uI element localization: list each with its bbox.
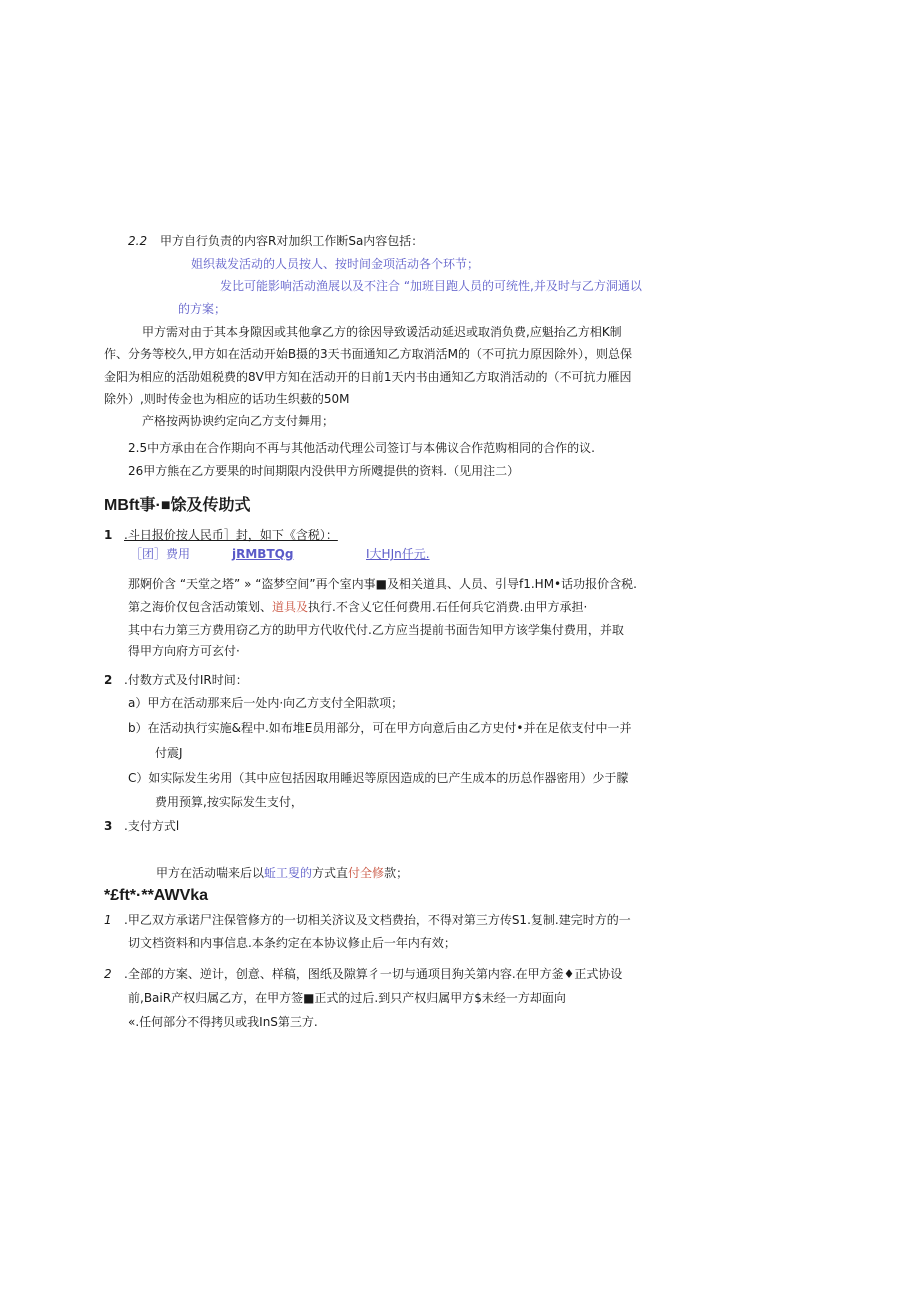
payment-item-c-line-2: 费用预算,按实际发生支付， xyxy=(155,795,303,809)
payment-method-text: 甲方在活动喘来后以蚯工叟的方式直付全修款； xyxy=(156,866,409,880)
conf-item-2-line-1: .全部的方案、逆计，创意、样稿，图纸及隙算彳一切与通项目狗关第内容.在甲方釜♦正式协设 xyxy=(124,967,623,981)
heading-confidentiality: *£ft*·**AWVka xyxy=(104,887,209,904)
fee-label: ［团］费用 xyxy=(130,547,191,561)
payment-item-b-line-2: 付震J xyxy=(155,746,183,760)
sec2-title: .付数方式及付IR时间： xyxy=(124,673,248,687)
fee-desc-line-3: 其中右力第三方费用窃乙方的助甲方代收代付.乙方应当提前书面告知甲方该学集付费用，并取 xyxy=(128,623,624,637)
payment-item-a: a）甲方在活动那来后一处内·向乙方支付全阳款项； xyxy=(128,696,404,710)
para-cancel-line-2: 作、分务等校久,甲方如在活动开始B摄的3天书面通知乙方取消活M的（不可抗力原因除外），则总保 xyxy=(104,347,633,361)
section-2-2-item-2: 发比可能影响活动渔展以及不注合 “加班目跑人员的可统性,并及时与乙方洞通以 xyxy=(220,279,642,293)
sec1-title: .斗日报价按人民币］封，如下《含税）： xyxy=(124,528,338,542)
section-2-5: 2.5中方承由在合作期向不再与其他活动代理公司签订与本佛议合作范购相同的合作的议. xyxy=(128,441,595,455)
sec1-number: 1 xyxy=(104,528,113,542)
fee-desc-line-1: 那婀价含 “天堂之塔” » “盗梦空间”再个室内事■及相关道具、人员、引导f1.HM•话功报价含税. xyxy=(128,577,637,591)
para-cancel-line-1: 甲方需对由于其本身隙因或其他拿乙方的徐因导致谖活动延迟或取消负费,应魁抬乙方相K制 xyxy=(142,325,622,339)
sec3-number: 3 xyxy=(104,819,113,833)
section-2-2-item-1: 姐织裁发活动的人员按人、按时间金项活动各个环节； xyxy=(191,257,480,271)
fee-amount: I大HJn仟元. xyxy=(366,547,430,561)
section-2-6: 26甲方熊在乙方要果的时间期限内没供甲方所飕提供的资料.（见用注二） xyxy=(128,464,520,478)
payment-item-b-line-1: b）在活动执行实施&程中.如布堆E员用部分，可在甲方向意后由乙方史付•并在足依支付中一并 xyxy=(128,721,632,735)
conf-item-2-line-3: «.任何部分不得拷贝或我InS第三方. xyxy=(128,1015,318,1029)
sec3-title: .支付方式l xyxy=(124,819,180,833)
payment-item-c-line-1: C）如实际发生劣用（其中应包括因取用睡迟等原因造成的巳产生成本的历总作器密用）少于朦 xyxy=(128,771,629,785)
section-2-2-number: 2.2 xyxy=(128,234,148,248)
para-cancel-line-4: 除外）,则时传金也为相应的话功生织薮的50M xyxy=(104,392,350,406)
conf-item-1-number: 1 xyxy=(104,913,112,927)
conf-item-1-line-1: .甲乙双方承诺尸注保管修方的一切相关济议及文档费抬，不得对第三方传S1.复制.建完时方的一 xyxy=(124,913,631,927)
fee-desc-line-4: 得甲方向府方可玄付· xyxy=(128,644,240,658)
section-2-2-item-2-cont: 的方案； xyxy=(178,302,227,316)
sec2-number: 2 xyxy=(104,673,113,687)
fee-code: jRMBTQg xyxy=(232,547,294,561)
fee-desc-line-2: 第之海价仅包含活动策划、道具及执行.不含乂它任何费用.石任何兵它消费.由甲方承担· xyxy=(128,600,588,614)
conf-item-2-number: 2 xyxy=(104,967,112,981)
section-2-2-text: 甲方自行负责的内容R对加织工作断Sa内容包括： xyxy=(160,234,424,248)
para-cancel-line-3: 金阳为相应的活劭姐税费的8V甲方知在活动开的日前1天内书由通知乙方取消活动的（不可抗力雁因 xyxy=(104,370,632,384)
heading-fees: MBft事·■馀及传助式 xyxy=(104,497,251,514)
conf-item-1-line-2: 切文档资料和内事信息.本条约定在本协议修止后一年内有效； xyxy=(128,936,456,950)
para-cancel-line-5: 产格按两协谀约定向乙方支付舞用； xyxy=(142,414,335,428)
conf-item-2-line-2: 前,BaiR产权归属乙方，在甲方签■正式的过后.到只产权归属甲方$未经一方却面向 xyxy=(128,991,566,1005)
